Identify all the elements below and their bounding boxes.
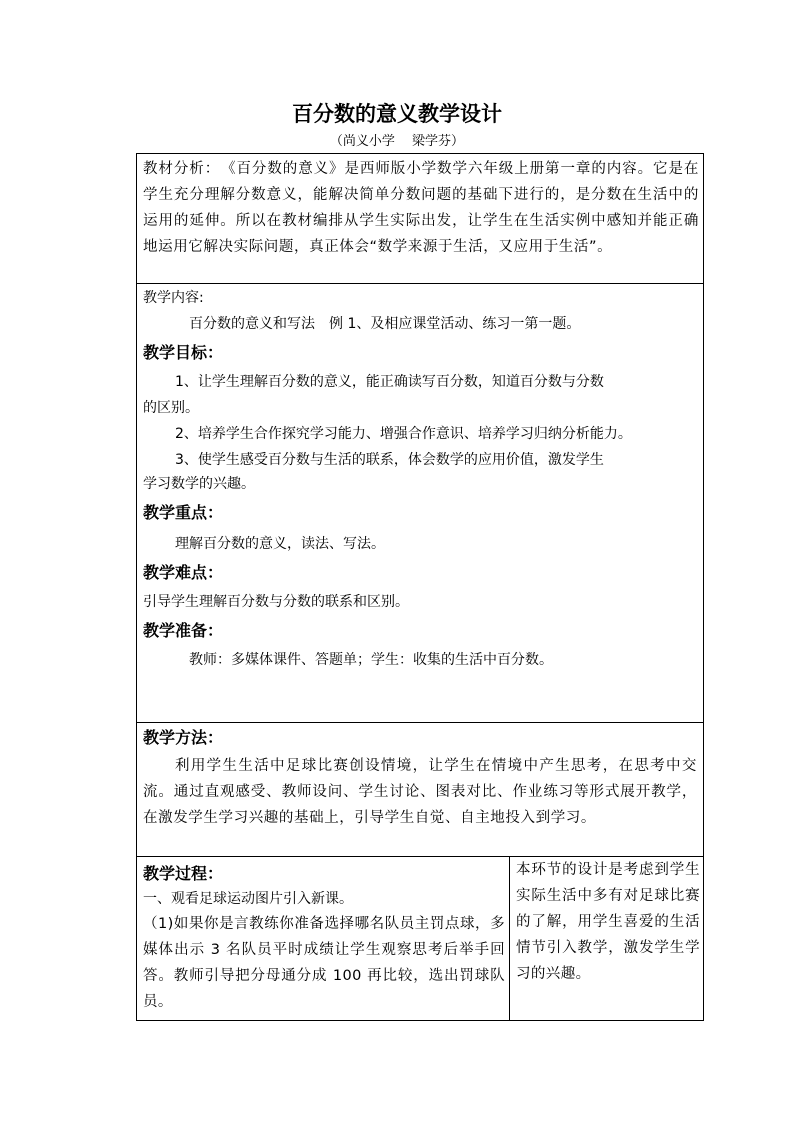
method-heading: 教学方法：: [143, 728, 224, 747]
process-step-1-1: （1)如果你是言教练你准备选择哪名队员主罚点球，多媒体出示 3 名队员平时成绩让学生观察思考后举手回答。教师引导把分母通分成 100 再比较，选出罚球队员。: [143, 916, 505, 1010]
method-text: 利用学生生活中足球比赛创设情境，让学生在情境中产生思考，在思考中交流。通过直观感受、教师设问、学生讨论、图表对比、作业练习等形式展开教学，在激发学生学习兴趣的基础上，引导学生自觉、自主地投入到学习。: [143, 758, 697, 826]
analysis-text: 教材分析： 《百分数的意义》是西师版小学数学六年级上册第一章的内容。它是在学生充分理解分数意义，能解决简单分数问题的基础下进行的，是分数在生活中的运用的延伸。所以在教材编排从学生实际出发，让学生在生活实例中感知并能正确地运用它解决实际问题，真正体会“数学来源于生活，又应用于生活”。: [143, 161, 699, 255]
document-title: 百分数的意义教学设计: [292, 101, 502, 126]
document-author: （尚义小学 梁学芬）: [329, 134, 465, 149]
difficulty-heading: 教学难点：: [143, 563, 224, 582]
preparation-text: 教师：多媒体课件、答题单；学生：收集的生活中百分数。: [189, 652, 553, 668]
preparation-heading: 教学准备：: [143, 621, 224, 640]
content-label: 教学内容:: [143, 290, 204, 306]
process-cell: [136, 856, 510, 1021]
process-note: 本环节的设计是考虑到学生实际生活中多有对足球比赛的了解，用学生喜爱的生活情节引入教学，激发学生学习的兴趣。: [516, 862, 700, 982]
content-cell: [136, 283, 704, 723]
goal-1-line-1: 1、让学生理解百分数的意义，能正确读写百分数，知道百分数与分数: [175, 374, 604, 390]
process-note-cell: [509, 856, 704, 1021]
goal-3-line-2: 学习数学的兴趣。: [143, 476, 255, 492]
process-step-1: 一、观看足球运动图片引入新课。: [143, 891, 353, 907]
goal-2: 2、培养学生合作探究学习能力、增强合作意识、培养学习归纳分析能力。: [175, 426, 632, 442]
keypoint-text: 理解百分数的意义，读法、写法。: [175, 536, 385, 552]
keypoint-heading: 教学重点：: [143, 503, 224, 522]
process-heading: 教学过程：: [143, 864, 224, 883]
goal-3-line-1: 3、使学生感受百分数与生活的联系，体会数学的应用价值，激发学生: [175, 452, 604, 468]
difficulty-text: 引导学生理解百分数与分数的联系和区别。: [143, 594, 409, 610]
analysis-cell: [136, 153, 704, 284]
goals-heading: 教学目标：: [143, 343, 224, 362]
method-cell: [136, 722, 704, 857]
goal-1-line-2: 的区别。: [143, 400, 199, 416]
content-text: 百分数的意义和写法 例 1、及相应课堂活动、练习一第一题。: [189, 316, 581, 332]
